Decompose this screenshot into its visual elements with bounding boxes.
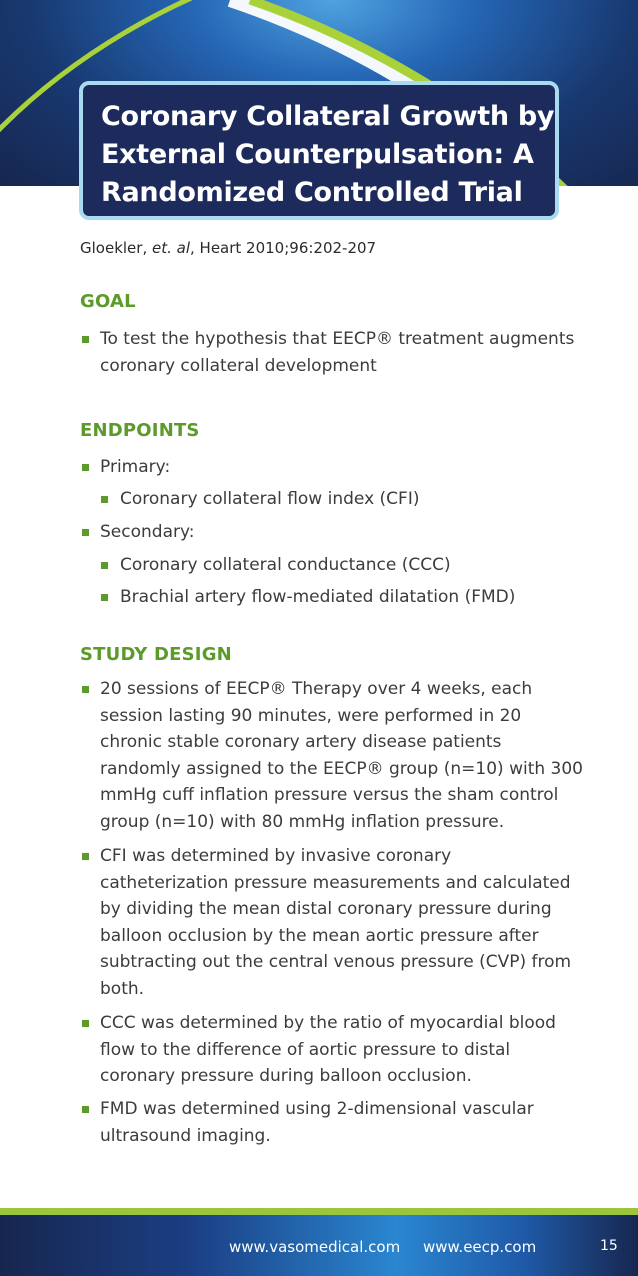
text-line: CCC was determined by the ratio of myocardial blood (100, 1013, 556, 1033)
bullet-icon (82, 853, 89, 860)
title-line-1: Coronary Collateral Growth by (101, 101, 555, 132)
text-line: flow to the difference of aortic pressure to distal (100, 1039, 511, 1060)
endpoint-primary-sub: Coronary collateral flow index (CFI) (120, 489, 420, 509)
citation-etal: et. al (151, 239, 190, 257)
study-item-2 (100, 843, 571, 1002)
endpoint-secondary: Secondary: (100, 522, 195, 542)
text-line: CFI was determined by invasive coronary (100, 846, 452, 866)
study-item-4 (100, 1096, 534, 1149)
bullet-icon (101, 562, 108, 569)
text-line: by dividing the mean distal coronary pressure during (100, 899, 552, 919)
endpoint-primary: Primary: (100, 457, 171, 477)
text-line: session lasting 90 minutes, were performed in 20 (100, 705, 522, 726)
text-line: chronic stable coronary artery disease patients (100, 732, 502, 752)
title-line-3: Randomized Controlled Trial (101, 177, 523, 208)
text-line: FMD was determined using 2-dimensional vascular (100, 1099, 534, 1119)
footer-link-eecp[interactable]: www.eecp.com (423, 1238, 537, 1256)
text-line: group (n=10) with 80 mmHg inflation pressure. (100, 811, 505, 832)
text-line: subtracting out the central venous pressure (CVP) from (100, 952, 572, 972)
study-design-heading: STUDY DESIGN (80, 644, 232, 665)
goal-heading: GOAL (80, 291, 136, 312)
bullet-icon (82, 529, 89, 536)
bullet-icon (101, 594, 108, 601)
footer-link-vasomedical[interactable]: www.vasomedical.com (229, 1238, 401, 1256)
bullet-icon (82, 1106, 89, 1113)
bullet-icon (82, 1020, 89, 1027)
title-line-2: External Counterpulsation: A (101, 139, 534, 170)
text-line: coronary pressure during balloon occlusion. (100, 1066, 472, 1086)
bullet-icon (82, 464, 89, 471)
text-line: mmHg cuff inflation pressure versus the sham control (100, 785, 559, 805)
endpoint-secondary-sub-2: Brachial artery flow-mediated dilatation (FMD) (120, 587, 516, 607)
footer-accent-stripe (0, 1208, 638, 1215)
citation-source: , Heart 2010;96:202-207 (190, 239, 377, 257)
title-box (79, 81, 559, 220)
bullet-icon (82, 686, 89, 693)
study-item-1 (100, 676, 583, 835)
page-number: 15 (600, 1238, 618, 1254)
text-line: coronary collateral development (100, 355, 377, 376)
text-line: To test the hypothesis that EECP® treatment augments (100, 329, 575, 349)
citation-author: Gloekler, (80, 239, 152, 257)
text-line: balloon occlusion by the mean aortic pressure after (100, 925, 539, 946)
text-line: 20 sessions of EECP® Therapy over 4 weeks, each (100, 679, 533, 699)
text-line: ultrasound imaging. (100, 1125, 271, 1146)
goal-item (100, 326, 574, 379)
text-line: catheterization pressure measurements and calculated (100, 872, 571, 893)
text-line: randomly assigned to the EECP® group (n=10) with 300 (100, 758, 583, 779)
endpoint-secondary-sub-1: Coronary collateral conductance (CCC) (120, 555, 451, 575)
bullet-icon (101, 496, 108, 503)
citation (80, 239, 376, 257)
text-line: both. (100, 978, 145, 999)
endpoints-heading: ENDPOINTS (80, 420, 200, 441)
study-item-3 (100, 1010, 556, 1090)
bullet-icon (82, 336, 89, 343)
